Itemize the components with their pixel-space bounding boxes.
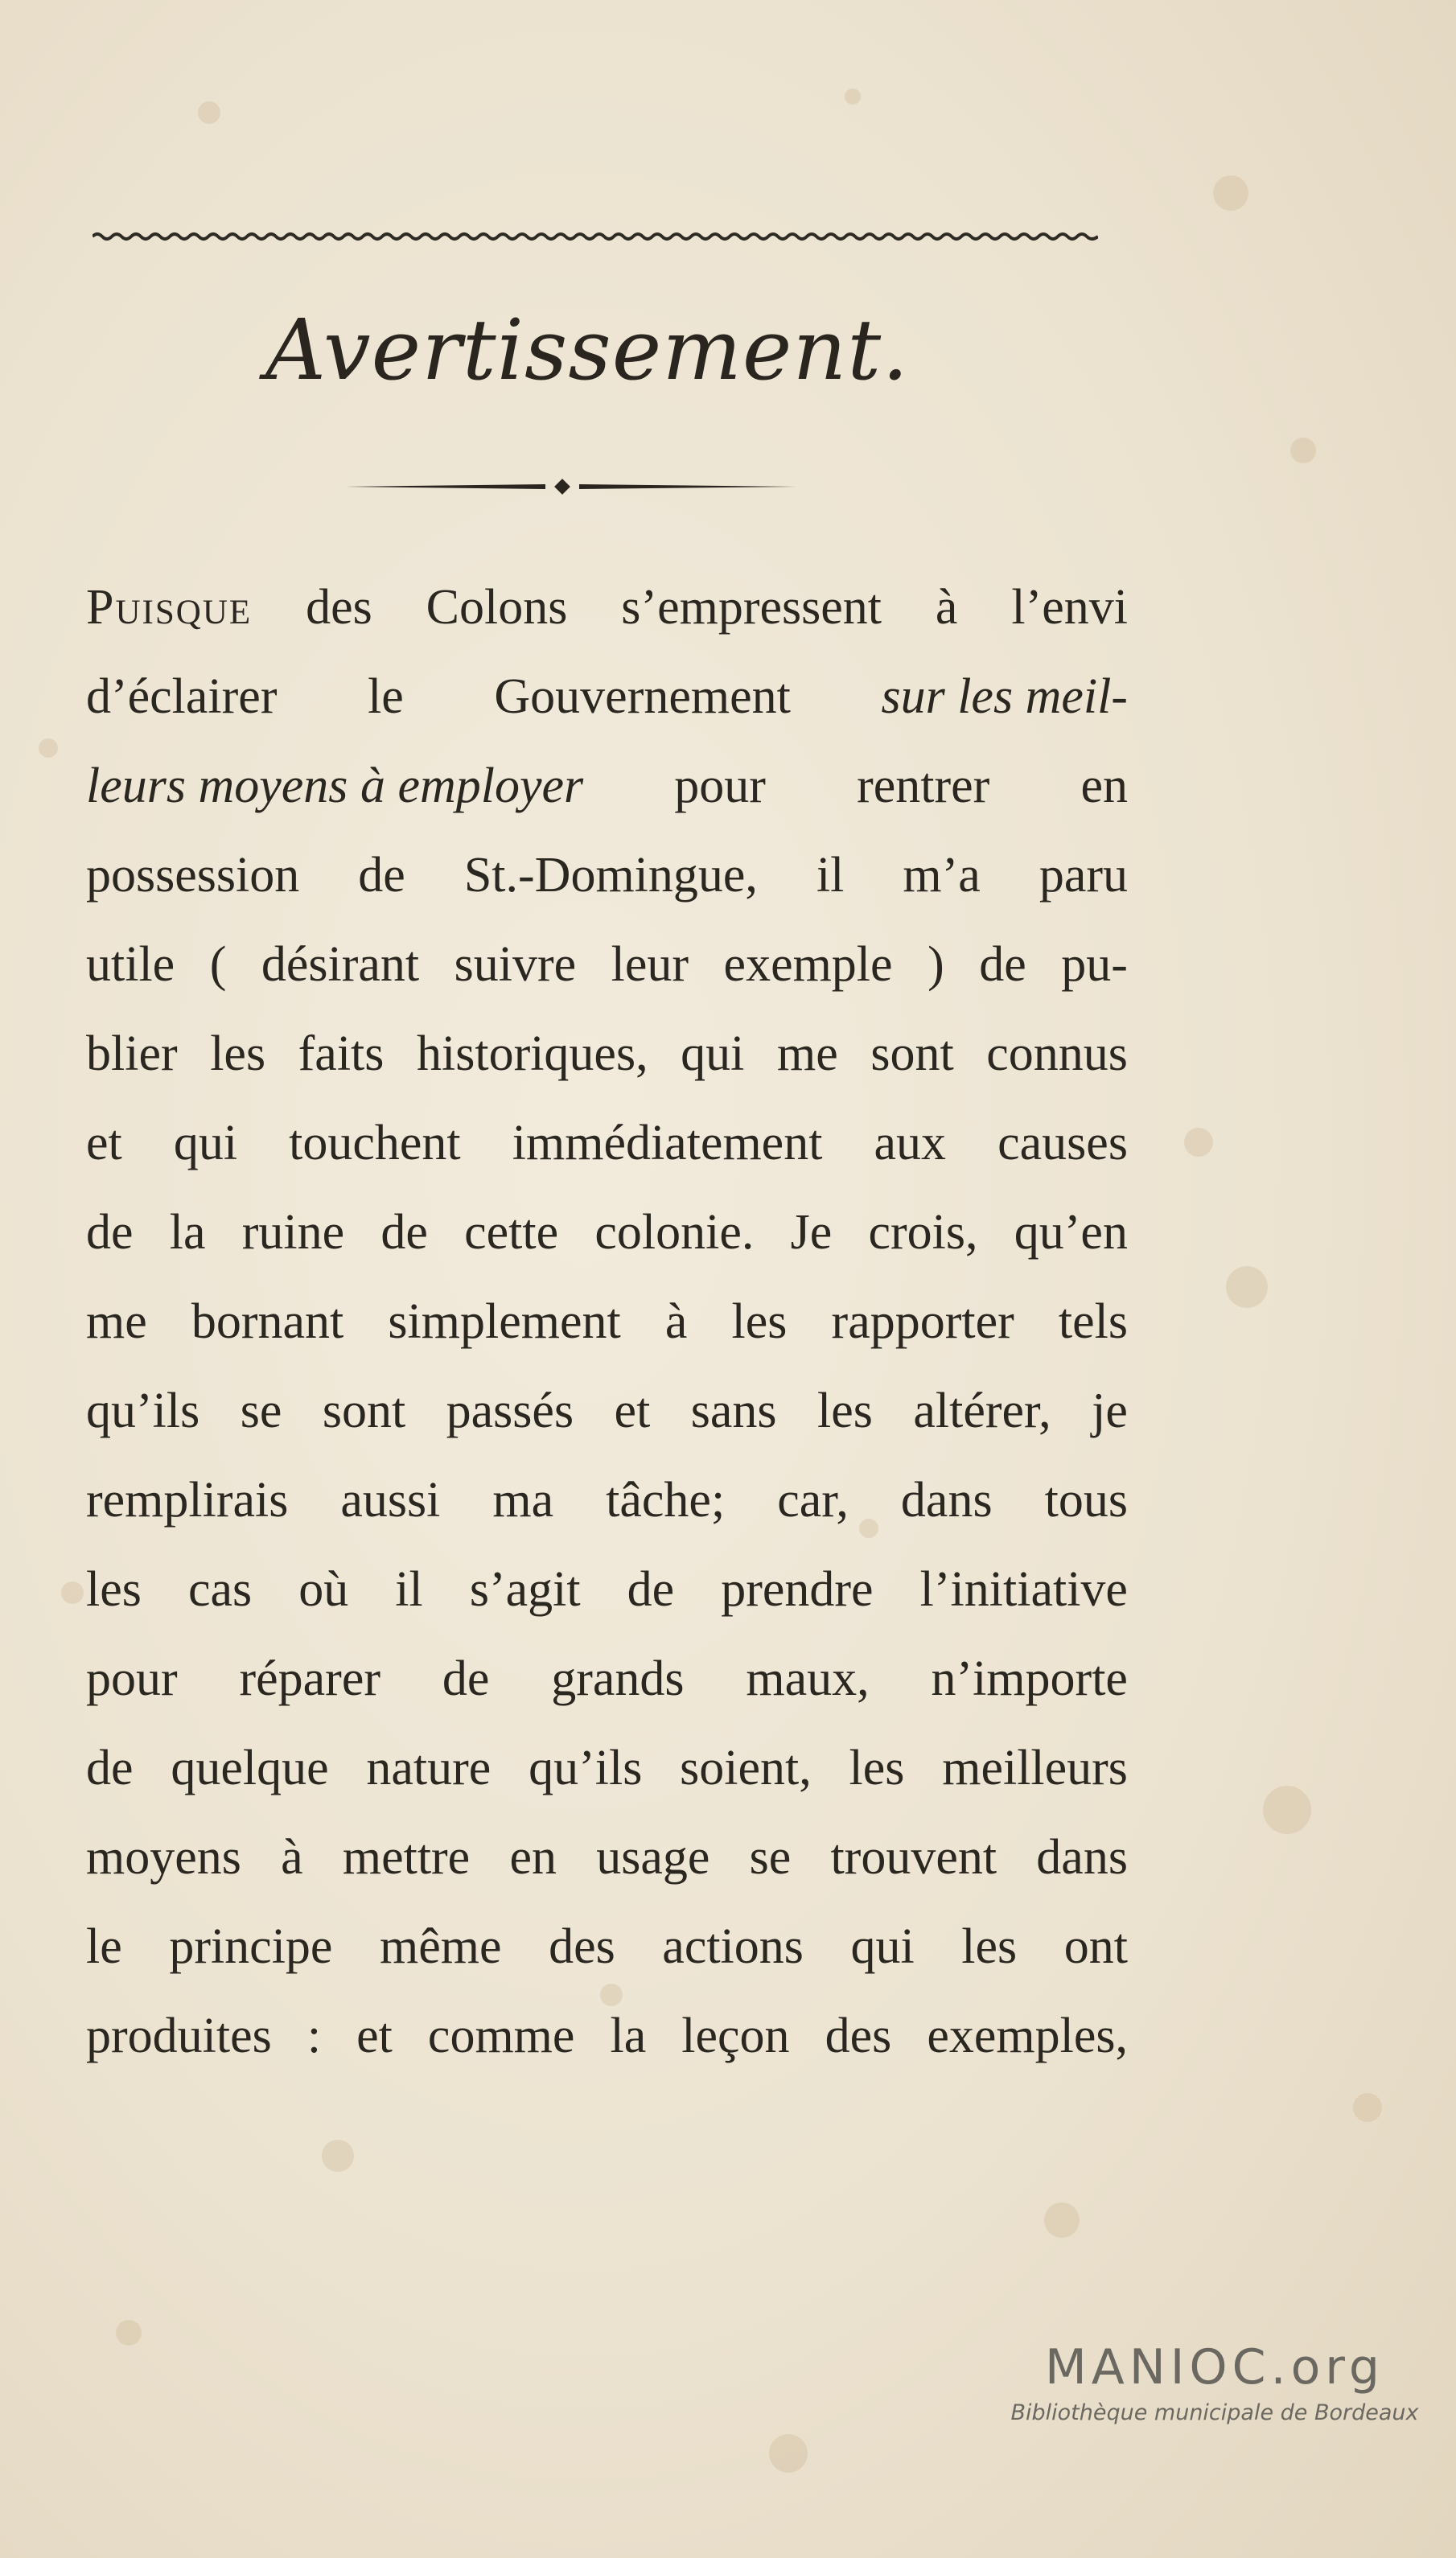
- word: les: [210, 1026, 266, 1081]
- word: quelque: [171, 1741, 329, 1795]
- word: dans: [900, 1473, 993, 1528]
- text-line-7: [86, 1099, 1128, 1188]
- word: qui: [850, 1919, 915, 1974]
- word: (: [209, 937, 227, 992]
- word: touchent: [289, 1116, 461, 1170]
- manioc-watermark: [1010, 2339, 1420, 2436]
- word: des: [549, 1919, 615, 1974]
- word: tous: [1044, 1473, 1128, 1528]
- word: grands: [551, 1651, 685, 1706]
- word: aux: [874, 1116, 947, 1170]
- word: n’importe: [931, 1651, 1128, 1706]
- word: qu’ils: [86, 1384, 200, 1438]
- word: me: [86, 1294, 147, 1349]
- text-line-11: [86, 1456, 1128, 1545]
- word: le: [86, 1919, 122, 1974]
- word: d’éclairer: [86, 669, 278, 724]
- manioc-logo-text: MANIOC.org: [1045, 2339, 1384, 2396]
- text-line-5: [86, 920, 1128, 1010]
- word: il: [816, 848, 845, 903]
- word: pu-: [1061, 937, 1128, 992]
- word: en: [1080, 759, 1128, 813]
- text-line-16: [86, 1902, 1128, 1992]
- word: tâche;: [606, 1473, 726, 1528]
- text-line-14: [86, 1724, 1128, 1813]
- text-line-2: [86, 652, 1128, 742]
- word: où: [298, 1562, 349, 1617]
- word: de: [442, 1651, 490, 1706]
- word: utile: [86, 937, 175, 992]
- word: réparer: [239, 1651, 380, 1706]
- word: de: [358, 848, 405, 903]
- word: les: [817, 1384, 873, 1438]
- word: les: [961, 1919, 1018, 1974]
- word: causes: [997, 1116, 1128, 1170]
- word: comme: [427, 2009, 575, 2063]
- word: il: [395, 1562, 423, 1617]
- word: produites: [86, 2009, 272, 2063]
- word: rentrer: [857, 759, 990, 813]
- word: colonie.: [594, 1205, 755, 1260]
- word: passés: [446, 1384, 574, 1438]
- word: rapporter: [831, 1294, 1014, 1349]
- word: pour: [674, 759, 766, 813]
- word: de: [979, 937, 1026, 992]
- word: ont: [1063, 1919, 1128, 1974]
- word: actions: [662, 1919, 804, 1974]
- text-line-17: [86, 1992, 1128, 2081]
- word: car,: [777, 1473, 849, 1528]
- word: et: [86, 1116, 122, 1170]
- word: faits: [298, 1026, 385, 1081]
- word: mettre: [342, 1830, 471, 1885]
- word: principe: [169, 1919, 333, 1974]
- text-line-15: [86, 1813, 1128, 1902]
- word: exemple: [723, 937, 893, 992]
- word: maux,: [746, 1651, 870, 1706]
- word: cas: [187, 1562, 253, 1617]
- word: Puisque: [86, 580, 253, 635]
- word: même: [380, 1919, 502, 1974]
- word: bornant: [191, 1294, 344, 1349]
- word: trouvent: [830, 1830, 997, 1885]
- word: les: [731, 1294, 788, 1349]
- word: et: [356, 2009, 393, 2063]
- text-line-12: [86, 1545, 1128, 1635]
- word: des: [306, 580, 372, 635]
- word: St.-Domingue,: [463, 848, 758, 903]
- word: soient,: [680, 1741, 812, 1795]
- word: de: [86, 1205, 134, 1260]
- text-line-1: [86, 563, 1128, 652]
- word: sont: [322, 1384, 406, 1438]
- word: se: [749, 1830, 792, 1885]
- word: aussi: [340, 1473, 441, 1528]
- word: crois,: [868, 1205, 978, 1260]
- word: prendre: [721, 1562, 874, 1617]
- word: Gouvernement: [494, 669, 791, 724]
- word: m’a: [903, 848, 981, 903]
- word: se: [240, 1384, 282, 1438]
- text-line-6: [86, 1010, 1128, 1099]
- word: sans: [690, 1384, 777, 1438]
- word: les: [86, 1562, 142, 1617]
- word: leur: [611, 937, 689, 992]
- word: ruine: [241, 1205, 345, 1260]
- word: me: [776, 1026, 838, 1081]
- word: Je: [790, 1205, 833, 1260]
- word: :: [306, 2009, 322, 2063]
- text-line-13: [86, 1635, 1128, 1724]
- word: meilleurs: [942, 1741, 1128, 1795]
- word: qui: [173, 1116, 238, 1170]
- word: usage: [596, 1830, 710, 1885]
- library-credit: Bibliothèque municipale de Bordeaux: [1010, 2400, 1419, 2425]
- word: leçon: [681, 2009, 790, 2063]
- word: je: [1092, 1384, 1128, 1438]
- word: connus: [986, 1026, 1128, 1081]
- word: paru: [1039, 848, 1128, 903]
- title-ornament-rule: [346, 476, 796, 497]
- text-line-8: [86, 1188, 1128, 1277]
- word: la: [610, 2009, 647, 2063]
- word: des: [825, 2009, 892, 2063]
- word: simplement: [388, 1294, 621, 1349]
- page-title: Avertissement.: [265, 301, 910, 399]
- word: de: [86, 1741, 134, 1795]
- word: suivre: [454, 937, 577, 992]
- word: s’empressent: [621, 580, 882, 635]
- word: possession: [86, 848, 300, 903]
- word: tels: [1058, 1294, 1128, 1349]
- text-line-3: [86, 742, 1128, 831]
- text-line-10: [86, 1367, 1128, 1456]
- word: blier: [86, 1026, 178, 1081]
- word: remplirais: [86, 1473, 289, 1528]
- word: désirant: [261, 937, 420, 992]
- text-line-4: [86, 831, 1128, 920]
- body-text: [86, 563, 1128, 2081]
- word: dans: [1036, 1830, 1128, 1885]
- word: de: [380, 1205, 428, 1260]
- word: ): [927, 937, 944, 992]
- word: à: [664, 1294, 688, 1349]
- italic-phrase: sur les meil-: [881, 669, 1128, 724]
- word: à: [281, 1830, 303, 1885]
- word: nature: [366, 1741, 492, 1795]
- text-line-9: [86, 1277, 1128, 1367]
- word: moyens: [86, 1830, 241, 1885]
- word: qu’ils: [529, 1741, 643, 1795]
- word: la: [169, 1205, 206, 1260]
- word: le: [368, 669, 404, 724]
- word: immédiatement: [512, 1116, 823, 1170]
- word: l’initiative: [919, 1562, 1128, 1617]
- top-wavy-rule: [93, 230, 1098, 243]
- word: Colons: [426, 580, 568, 635]
- word: sont: [870, 1026, 954, 1081]
- word: l’envi: [1011, 580, 1128, 635]
- word: historiques,: [416, 1026, 648, 1081]
- word: altérer,: [913, 1384, 1051, 1438]
- word: qu’en: [1014, 1205, 1128, 1260]
- word: les: [849, 1741, 905, 1795]
- word: en: [509, 1830, 557, 1885]
- italic-phrase: leurs moyens à employer: [86, 759, 584, 813]
- word: cette: [464, 1205, 559, 1260]
- word: à: [935, 580, 958, 635]
- word: exemples,: [927, 2009, 1128, 2063]
- word: ma: [492, 1473, 554, 1528]
- word: s’agit: [469, 1562, 581, 1617]
- word: de: [627, 1562, 675, 1617]
- word: qui: [681, 1026, 745, 1081]
- word: pour: [86, 1651, 178, 1706]
- word: et: [614, 1384, 651, 1438]
